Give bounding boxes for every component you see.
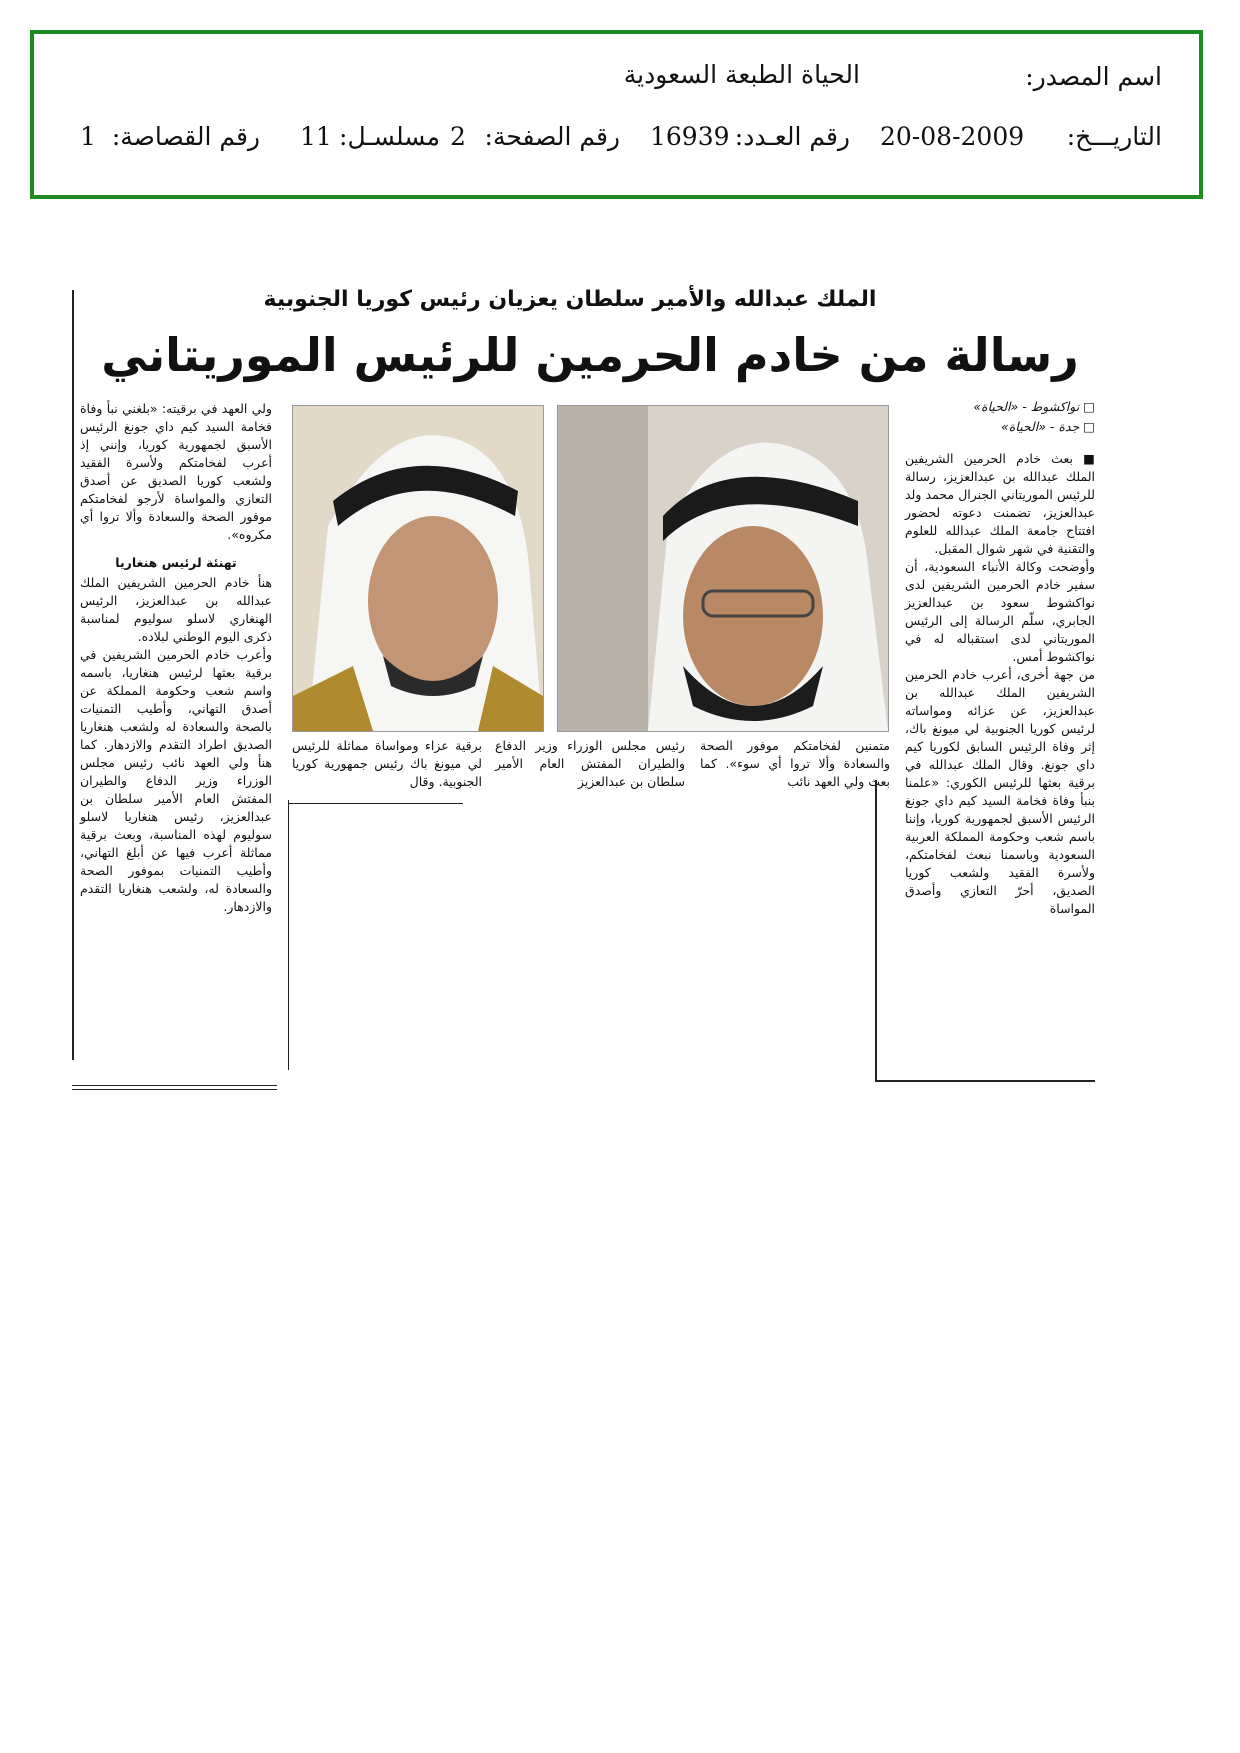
page-value: 2 (450, 122, 466, 151)
page-label: رقم الصفحة: (484, 122, 620, 151)
caption-middle: رئيس مجلس الوزراء وزير الدفاع والطيران المفتش العام الأمير سلطان بن عبدالعزيز (495, 738, 685, 789)
clip-value: 1 (80, 122, 96, 151)
source-value: الحياة الطبعة السعودية (623, 60, 860, 89)
portrait-illustration (558, 406, 888, 731)
bottom-right-rule (875, 1080, 1095, 1082)
right-column (905, 398, 1095, 918)
caption-right: متمنين لفخامتكم موفور الصحة والسعادة وألا تروا أي سوء». كما بعث ولي العهد نائب (700, 738, 890, 789)
article-headline: رسالة من خادم الحرمين للرئيس الموريتاني (101, 328, 1079, 382)
photo-king-abdullah (557, 405, 889, 732)
paragraph: ■ بعث خادم الحرمين الشريفين الملك عبدالله بن عبدالعزيز، رسالة للرئيس الموريتاني الجنرال محمد ولد عبدالعزيز، تضمنت دعوته لحضور افتتاح جامعة الملك عبدالله للعلوم والتقنية في شهر شوال المقبل. (905, 451, 1095, 556)
issue-value: 16939 (650, 122, 730, 151)
bottom-left-rule (72, 1085, 277, 1086)
dateline-jeddah: □ جدة - «الحياة» (1001, 419, 1095, 434)
paragraph: من جهة أخرى، أعرب خادم الحرمين الشريفين الملك عبدالله بن عبدالعزيز، عن عزائه ومواساته لرئيس كوريا الجنوبية لي ميونغ باك، إثر وفاة الرئيس السابق لكوريا كيم داي جونغ. وقال الملك عبدالله في برقية بعثها للرئيس الكوري: «علمنا بنبأ وفاة فخامة السيد كيم داي جونغ الرئيس الأسبق لجمهورية كوريا، وإننا باسم شعب وحكومة المملكة العربية السعودية وباسمنا نبعث لفخامتكم، ولأسرة الفقيد ولشعب كوريا الصديق، أحرّ التعازي وأصدق المواساة (905, 667, 1095, 916)
date-label: التاريـــخ: (1066, 122, 1162, 151)
source-label: اسم المصدر: (1025, 62, 1162, 91)
issue-label: رقم العـدد: (734, 122, 850, 151)
caption-left: برقية عزاء ومواساة مماثلة للرئيس لي ميونغ باك رئيس جمهورية كوريا الجنوبية. وقال (292, 738, 482, 789)
photo-prince-sultan (292, 405, 544, 732)
serial-value: 11 (300, 122, 332, 151)
date-value: 20-08-2009 (880, 122, 1025, 151)
left-column-rule (72, 290, 74, 1060)
empty-box-top-edge (288, 803, 463, 804)
article-subheadline: الملك عبدالله والأمير سلطان يعزيان رئيس كوريا الجنوبية (263, 287, 877, 312)
serial-label: مسلسـل: (339, 122, 440, 151)
portrait-illustration (293, 406, 543, 731)
dateline-nouakchott: □ نواكشوط - «الحياة» (973, 399, 1095, 414)
right-column-rule (875, 780, 877, 1080)
paragraph: وأوضحت وكالة الأنباء السعودية، أن سفير خادم الحرمين الشريفين لدى نواكشوط سعود بن عبدالعزيز الجابري، سلّم الرسالة إلى الرئيس الموريتاني لدى استقباله له في نواكشوط أمس. (905, 559, 1095, 664)
left-column (80, 400, 272, 916)
paragraph: ولي العهد في برقيته: «بلغني نبأ وفاة فخامة السيد كيم داي جونغ الرئيس الأسبق لجمهورية كوريا، وإنني إذ أعرب لفخامتكم ولأسرة الفقيد ولشعب كوريا الصديق عن أصدق التعازي والمواساة لأرجو لفخامتكم موفور الصحة والسعادة وألا تروا أي مكروه». (80, 401, 272, 542)
metadata-box (30, 30, 1203, 199)
clip-label: رقم القصاصة: (111, 122, 260, 151)
paragraph: وأعرب خادم الحرمين الشريفين في برقية بعثها لرئيس هنغاريا، باسمه واسم شعب وحكومة المملكة عن أصدق التهاني، وأطيب التمنيات بالصحة والسعادة له ولشعب هنغاريا الصديق اطراد التقدم والازدهار. كما هنأ ولي العهد نائب رئيس مجلس الوزراء وزير الدفاع والطيران المفتش العام الأمير سلطان بن عبدالعزيز، رئيس هنغاريا لاسلو سوليوم لهذه المناسبة، وبعث برقية مماثلة أعرب فيها عن أبلغ التهاني، وأطيب التمنيات بموفور الصحة والسعادة له، ولشعب هنغاريا التقدم والازدهار. (80, 647, 272, 914)
empty-box-left-edge (288, 800, 289, 1070)
section-title: تهنئة لرئيس هنغاريا (115, 555, 237, 570)
bottom-left-rule-2 (72, 1089, 277, 1090)
paragraph: هنأ خادم الحرمين الشريفين الملك عبدالله بن عبدالعزيز، الرئيس الهنغاري لاسلو سوليوم لمناسبة ذكرى اليوم الوطني لبلاده. (80, 575, 272, 644)
